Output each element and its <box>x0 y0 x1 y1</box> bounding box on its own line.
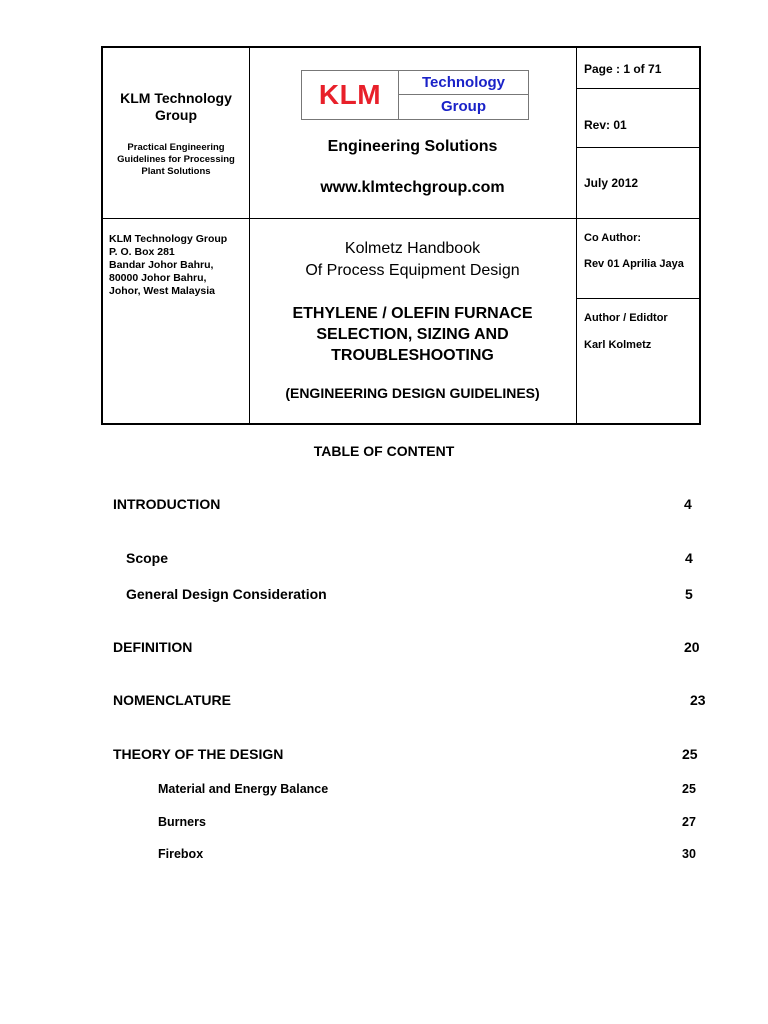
company-name-line1: KLM Technology <box>120 90 232 106</box>
document-title-line3: TROUBLESHOOTING <box>331 347 494 364</box>
logo-group-text: Group <box>441 98 486 115</box>
logo-technology-text: Technology <box>421 74 506 91</box>
company-name <box>103 90 249 124</box>
toc-entry-label: General Design Consideration <box>126 586 327 602</box>
page-number: Page : 1 of 71 <box>584 62 662 76</box>
toc-entry-label: THEORY OF THE DESIGN <box>113 746 284 762</box>
document-header <box>101 46 701 425</box>
logo-klm-text: KLM <box>318 79 382 110</box>
toc-entry-page: 30 <box>682 847 696 861</box>
handbook-title-line2: Of Process Equipment Design <box>305 262 520 279</box>
tagline-line3: Plant Solutions <box>141 166 211 177</box>
document-title-line1: ETHYLENE / OLEFIN FURNACE <box>292 305 533 322</box>
address-line: Johor, West Malaysia <box>109 285 216 297</box>
toc-entry-page: 25 <box>682 746 698 762</box>
address-line: P. O. Box 281 <box>109 246 175 258</box>
toc-entry-label: Burners <box>158 815 206 829</box>
handbook-title-line1: Kolmetz Handbook <box>344 240 481 257</box>
website: www.klmtechgroup.com <box>320 179 505 196</box>
co-author-label: Co Author: <box>584 232 642 244</box>
header-divider-h-right2 <box>576 147 699 148</box>
document-title <box>249 303 576 366</box>
header-divider-v1 <box>249 48 250 423</box>
handbook-title <box>249 238 576 282</box>
klm-logo <box>301 70 529 120</box>
toc-entry-label: Firebox <box>158 847 204 861</box>
toc-entry-page: 25 <box>682 782 696 796</box>
author-value: Karl Kolmetz <box>584 339 652 351</box>
company-tagline <box>103 142 249 178</box>
toc-entry-label: DEFINITION <box>113 639 193 655</box>
address-line: KLM Technology Group <box>109 233 228 245</box>
tagline-line1: Practical Engineering <box>127 142 225 153</box>
toc-entry-page: 23 <box>690 692 706 708</box>
toc-entry-page: 4 <box>684 496 692 512</box>
author-label: Author / Edidtor <box>584 312 668 324</box>
toc-entry-label: NOMENCLATURE <box>113 692 231 708</box>
header-divider-h-right3 <box>576 298 699 299</box>
toc-entry-page: 20 <box>684 639 700 655</box>
header-divider-h-main <box>103 218 699 219</box>
revision: Rev: 01 <box>584 118 627 132</box>
header-divider-h-right1 <box>576 88 699 89</box>
toc-entry-page: 5 <box>685 586 693 602</box>
address-line: 80000 Johor Bahru, <box>109 272 207 284</box>
company-name-line2: Group <box>155 107 197 123</box>
company-address <box>109 233 227 298</box>
document-title-line2: SELECTION, SIZING AND <box>316 326 509 343</box>
toc-title: TABLE OF CONTENT <box>313 443 455 459</box>
address-line: Bandar Johor Bahru, <box>109 259 214 271</box>
toc-entry-page: 27 <box>682 815 696 829</box>
toc-entry-label: Material and Energy Balance <box>158 782 329 796</box>
header-divider-v2 <box>576 48 577 423</box>
tagline-line2: Guidelines for Processing <box>117 154 235 165</box>
issue-date: July 2012 <box>584 176 639 190</box>
engineering-solutions: Engineering Solutions <box>327 138 498 155</box>
document-subtitle: (ENGINEERING DESIGN GUIDELINES) <box>285 385 540 401</box>
toc-entry-label: INTRODUCTION <box>113 496 221 512</box>
toc-entry-page: 4 <box>685 550 693 566</box>
co-author-value: Rev 01 Aprilia Jaya <box>584 258 684 270</box>
toc-entry-label: Scope <box>126 550 169 566</box>
